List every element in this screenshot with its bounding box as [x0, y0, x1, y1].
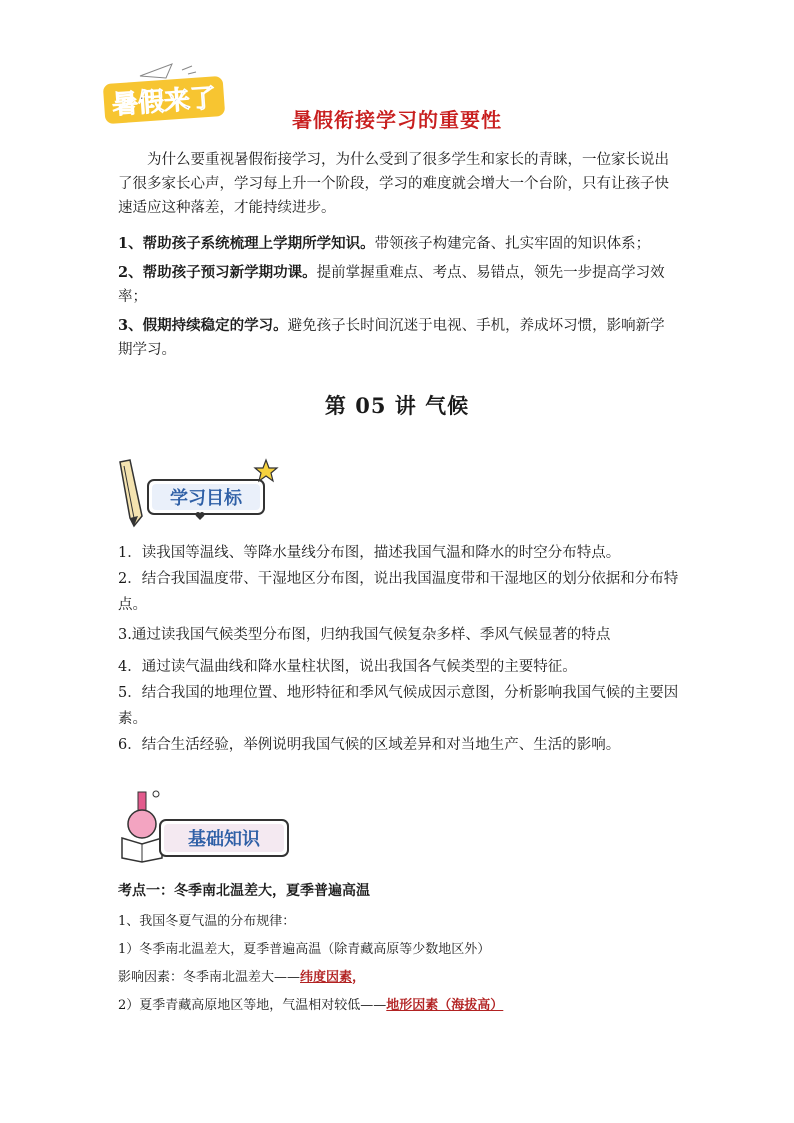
page-title: 暑假衔接学习的重要性: [292, 108, 502, 132]
learning-goals-badge: [116, 456, 286, 530]
goal-item: 4．通过读气温曲线和降水量柱状图，说出我国各气候类型的主要特征。: [118, 659, 577, 675]
kaodian-line-1: 1、我国冬夏气温的分布规律：: [118, 914, 296, 929]
point-2-bold: 2、帮助孩子预习新学期功课。: [118, 264, 317, 281]
learning-goals-label: 学习目标: [170, 488, 242, 509]
point-3: [118, 314, 678, 362]
point-3-bold: 3、假期持续稳定的学习。: [118, 317, 288, 334]
star-icon: [255, 460, 277, 481]
point-1-bold: 1、帮助孩子系统梳理上学期所学知识。: [118, 235, 375, 252]
goal-item: 1．读我国等温线、等降水量线分布图，描述我国气温和降水的时空分布特点。: [118, 545, 621, 561]
point-3-text: 避免孩子长时间沉迷于电视、手机，养成坏习惯，影响新学期学习。: [118, 318, 665, 358]
kaodian-content: [118, 908, 688, 1020]
goal-item: 2．结合我国温度带、干湿地区分布图，说出我国温度带和干湿地区的划分依据和分布特点。: [118, 571, 679, 613]
kaodian-line-3-pre: 影响因素：冬季南北温差大——: [118, 970, 301, 985]
kaodian-line-4: [118, 992, 688, 1020]
kaodian-line-3: [118, 964, 688, 992]
logo-text: 暑假来了: [111, 83, 218, 121]
intro-paragraph: 为什么要重视暑假衔接学习，为什么受到了很多学生和家长的青睐，一位家长说出了很多家长心声，学习每上升一个阶段，学习的难度就会增大一个台阶，只有让孩子快速适应这种落差，才能持续进步。: [118, 152, 669, 216]
basic-knowledge-label: 基础知识: [188, 829, 260, 850]
point-1: [118, 232, 678, 256]
flask-icon: [128, 791, 159, 838]
pencil-icon: [120, 460, 142, 526]
lecture-title: 第 05 讲 气候: [324, 393, 470, 418]
heart-icon: [196, 512, 205, 520]
point-2-text: 提前掌握重难点、考点、易错点，领先一步提高学习效率；: [118, 265, 665, 305]
basic-knowledge-badge: [116, 786, 296, 866]
point-1-text: 带领孩子构建完备、扎实牢固的知识体系；: [374, 236, 651, 252]
goal-item: 6．结合生活经验，举例说明我国气候的区域差异和对当地生产、生活的影响。: [118, 737, 621, 753]
book-icon: [122, 838, 162, 862]
kaodian-line-4-pre: 2）夏季青藏高原地区等地，气温相对较低——: [118, 998, 387, 1013]
goals-list: [118, 540, 688, 758]
kaodian-line-2: 1）冬季南北温差大，夏季普遍高温（除青藏高原等少数地区外）: [118, 942, 491, 957]
goal-item: 5．结合我国的地理位置、地形特征和季风气候成因示意图，分析影响我国气候的主要因素。: [118, 685, 679, 727]
kaodian-title: 考点一：冬季南北温差大，夏季普遍高温: [118, 883, 370, 899]
goal-item: 3.通过读我国气候类型分布图，归纳我国气候复杂多样、季风气候显著的特点: [118, 627, 611, 643]
point-2: [118, 261, 678, 309]
latitude-factor: 纬度因素: [300, 970, 353, 985]
terrain-factor: 地形因素（海拔高）: [386, 998, 504, 1013]
kaodian-line-3-post: ，: [352, 970, 366, 985]
